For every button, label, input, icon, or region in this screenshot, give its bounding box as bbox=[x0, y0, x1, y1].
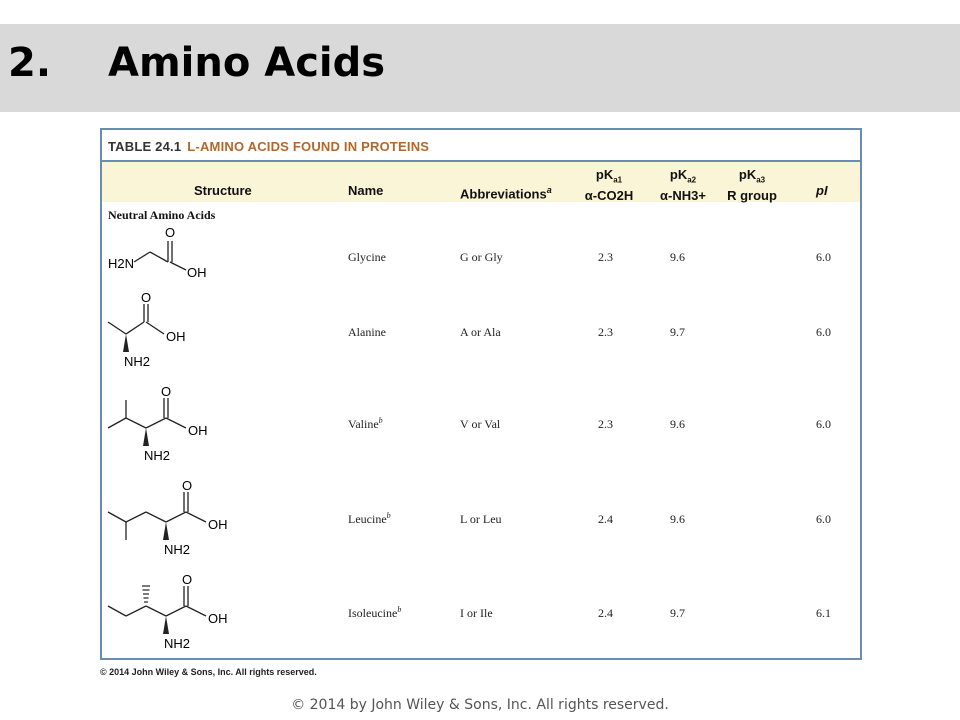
header-pka3-group: R group bbox=[727, 187, 777, 203]
bond bbox=[150, 252, 168, 262]
header-pka2-label: pK bbox=[669, 167, 688, 182]
table-label: TABLE 24.1 bbox=[108, 139, 182, 154]
header-pka3-label: pK bbox=[738, 167, 757, 182]
label-nh2: NH2 bbox=[164, 636, 191, 651]
label-nh2: NH2 bbox=[124, 354, 151, 369]
table-subtitle: L-AMINO ACIDS FOUND IN PROTEINS bbox=[187, 139, 430, 154]
row-glycine-pka2: 9.6 bbox=[670, 250, 685, 264]
label-nh2: NH2 bbox=[144, 448, 171, 463]
row-valine-abbr: V or Val bbox=[460, 417, 501, 431]
valine-structure bbox=[102, 382, 252, 464]
row-isoleucine-note: b bbox=[397, 605, 402, 614]
row-leucine-pka2: 9.6 bbox=[670, 512, 685, 526]
header-pka1-group: α-CO2H bbox=[584, 187, 634, 203]
row-leucine-pi: 6.0 bbox=[816, 512, 831, 526]
row-alanine-abbr: A or Ala bbox=[460, 325, 501, 339]
row-isoleucine-pka1: 2.4 bbox=[598, 606, 613, 620]
wedge-bond bbox=[143, 428, 149, 446]
row-glycine-pka1: 2.3 bbox=[598, 250, 613, 264]
bond bbox=[170, 262, 186, 270]
row-glycine-name bbox=[348, 250, 386, 265]
bond bbox=[108, 606, 126, 616]
row-leucine-name-text: Leucine bbox=[348, 512, 387, 526]
label-oh: OH bbox=[208, 517, 228, 532]
bond bbox=[186, 606, 206, 616]
row-alanine-pka1: 2.3 bbox=[598, 325, 613, 339]
row-isoleucine-name-text: Isoleucine bbox=[348, 606, 398, 620]
label-oh: OH bbox=[166, 329, 186, 344]
row-isoleucine-pka2: 9.7 bbox=[670, 606, 685, 620]
row-glycine-pi: 6.0 bbox=[816, 250, 831, 264]
row-leucine-pka1: 2.4 bbox=[598, 512, 613, 526]
row-leucine-name bbox=[348, 511, 391, 527]
row-alanine-name-text: Alanine bbox=[348, 325, 386, 339]
bond bbox=[166, 418, 186, 428]
bond bbox=[146, 512, 166, 522]
label-nh2: NH2 bbox=[164, 542, 191, 557]
header-abbreviations-note: a bbox=[546, 185, 552, 195]
bond bbox=[186, 512, 206, 522]
row-leucine-abbr: L or Leu bbox=[460, 512, 502, 526]
header-pka2-sub: a2 bbox=[687, 175, 697, 185]
bond bbox=[146, 418, 166, 428]
row-isoleucine-name bbox=[348, 605, 401, 621]
header-structure: Structure bbox=[194, 183, 252, 198]
amino-acid-table bbox=[100, 128, 862, 660]
row-valine-pi: 6.0 bbox=[816, 417, 831, 431]
section-neutral-amino-acids: Neutral Amino Acids bbox=[108, 208, 216, 222]
wedge-bond bbox=[163, 616, 169, 634]
header-pka1-sub: a1 bbox=[613, 175, 623, 185]
slide-footer: © 2014 by John Wiley & Sons, Inc. All rights reserved. bbox=[291, 697, 669, 713]
label-oh: OH bbox=[187, 265, 207, 280]
row-valine-pka2: 9.6 bbox=[670, 417, 685, 431]
label-h2n: H2N bbox=[108, 256, 135, 271]
row-alanine-name bbox=[348, 325, 386, 340]
wedge-bond bbox=[123, 334, 129, 352]
row-valine-pka1: 2.3 bbox=[598, 417, 613, 431]
header-pka1-label: pK bbox=[595, 167, 614, 182]
label-o: O bbox=[182, 572, 193, 587]
wedge-bond bbox=[163, 522, 169, 540]
label-o: O bbox=[165, 225, 176, 240]
bond bbox=[166, 606, 186, 616]
label-o: O bbox=[141, 290, 152, 305]
row-isoleucine-abbr: I or Ile bbox=[460, 606, 493, 620]
slide-number: 2. bbox=[8, 40, 52, 86]
glycine-structure bbox=[102, 222, 242, 284]
bond bbox=[146, 322, 164, 334]
bond bbox=[146, 606, 166, 616]
row-glycine-name-text: Glycine bbox=[348, 250, 386, 264]
table-copyright: © 2014 John Wiley & Sons, Inc. All rights reserved. bbox=[100, 667, 317, 677]
header-pka2-group: α-NH3+ bbox=[660, 187, 706, 203]
label-oh: OH bbox=[188, 423, 208, 438]
row-leucine-note: b bbox=[386, 511, 391, 520]
header-pka2 bbox=[652, 167, 714, 203]
isoleucine-structure bbox=[102, 568, 262, 654]
row-alanine-pka2: 9.7 bbox=[670, 325, 685, 339]
row-valine-name bbox=[348, 416, 383, 432]
label-o: O bbox=[161, 384, 172, 399]
header-pka3-sub: a3 bbox=[756, 175, 766, 185]
bond bbox=[108, 418, 126, 428]
row-isoleucine-pi: 6.1 bbox=[816, 606, 831, 620]
header-abbreviations-label: Abbreviations bbox=[460, 186, 547, 202]
row-glycine-abbr: G or Gly bbox=[460, 250, 503, 264]
header-pka3 bbox=[720, 167, 784, 203]
row-valine-name-text: Valine bbox=[348, 417, 379, 431]
label-oh: OH bbox=[208, 611, 228, 626]
header-abbreviations bbox=[460, 183, 552, 201]
hash-bond bbox=[142, 586, 150, 602]
bond bbox=[126, 418, 146, 428]
leucine-structure bbox=[102, 474, 262, 560]
row-alanine-pi: 6.0 bbox=[816, 325, 831, 339]
bond bbox=[108, 322, 126, 334]
bond bbox=[126, 322, 144, 334]
header-pi: pI bbox=[816, 183, 828, 198]
bond bbox=[126, 606, 146, 616]
slide-title: Amino Acids bbox=[108, 40, 386, 86]
table-caption bbox=[108, 139, 429, 154]
bond bbox=[166, 512, 186, 522]
row-valine-note: b bbox=[378, 416, 383, 425]
bond bbox=[108, 512, 126, 522]
bond bbox=[126, 512, 146, 522]
bond bbox=[134, 252, 150, 262]
alanine-structure bbox=[102, 290, 242, 372]
header-name: Name bbox=[348, 183, 384, 198]
header-pka1 bbox=[578, 167, 640, 203]
label-o: O bbox=[182, 478, 193, 493]
